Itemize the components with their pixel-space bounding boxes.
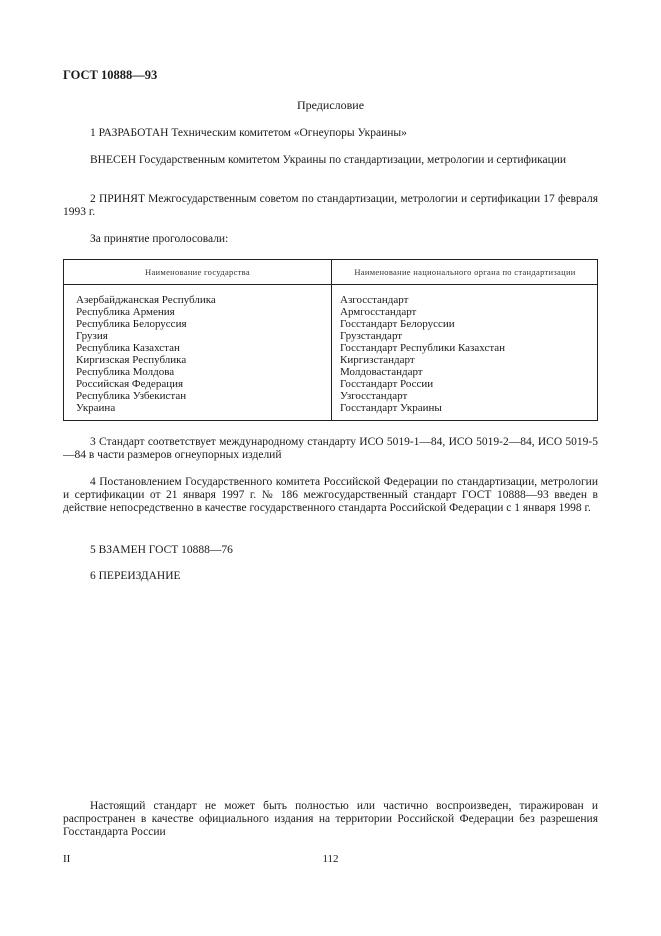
table-cell-state: Российская Федерация xyxy=(76,378,184,390)
table-header-divider xyxy=(64,284,597,285)
table-cell-state: Республика Узбекистан xyxy=(76,390,187,402)
table-cell-state: Украина xyxy=(76,402,116,414)
table-header-standards-body: Наименование национального органа по стандартизации xyxy=(354,267,576,277)
table-cell-state: Киргизская Республика xyxy=(76,354,187,366)
table-cell-standards-body: Госстандарт Украины xyxy=(340,402,442,414)
table-cell-standards-body: Грузстандарт xyxy=(340,330,403,342)
footer-roman-numeral: II xyxy=(63,853,71,865)
page-number: 112 xyxy=(322,853,339,865)
table-cell-state: Республика Казахстан xyxy=(76,342,180,354)
paragraph-copyright-notice: Настоящий стандарт не может быть полностью или частично воспроизведен, тиражирован и распространен в качестве официального издания на территории Российской Федерации без разрешения Госстандарта России xyxy=(63,800,598,838)
paragraph-introduced: ВНЕСЕН Государственным комитетом Украины по стандартизации, метрологии и сертификации xyxy=(90,154,567,166)
table-cell-standards-body: Госстандарт Республики Казахстан xyxy=(340,342,506,354)
table-column-standards-bodies xyxy=(340,294,505,414)
paragraph-iso-compliance: 3 Стандарт соответствует международному стандарту ИСО 5019-1—84, ИСО 5019-2—84, ИСО 5019-5—84 в части размеров огнеупорных изделий xyxy=(63,436,598,461)
voting-states-table xyxy=(63,259,598,421)
table-cell-state: Азербайджанская Республика xyxy=(76,294,216,306)
paragraph-voted: За принятие проголосовали: xyxy=(90,233,229,245)
table-cell-standards-body: Госстандарт России xyxy=(340,378,434,390)
paragraph-reissue: 6 ПЕРЕИЗДАНИЕ xyxy=(90,570,181,582)
document-code: ГОСТ 10888—93 xyxy=(63,68,158,82)
table-cell-standards-body: Киргизстандарт xyxy=(340,354,415,366)
paragraph-adopted: 2 ПРИНЯТ Межгосударственным советом по стандартизации, метрологии и сертификации 17 февраля 1993 г. xyxy=(63,193,598,218)
table-cell-standards-body: Узгосстандарт xyxy=(340,390,408,402)
table-cell-standards-body: Армгосстандарт xyxy=(340,306,417,318)
table-cell-state: Республика Молдова xyxy=(76,366,175,378)
table-cell-standards-body: Азгосстандарт xyxy=(340,294,409,306)
section-title: Предисловие xyxy=(296,98,365,112)
paragraph-resolution: 4 Постановлением Государственного комитета Российской Федерации по стандартизации, метрологии и сертификации от 21 января 1997 г. № 186 межгосударственный стандарт ГОСТ 10888—93 введен в действие непосредственно в качестве государственного стандарта Российской Федерации с 1 января 1998 г. xyxy=(63,476,598,514)
table-header-state: Наименование государства xyxy=(145,267,250,277)
table-cell-state: Грузия xyxy=(76,330,108,342)
table-cell-state: Республика Белоруссия xyxy=(76,318,187,330)
table-cell-standards-body: Госстандарт Белоруссии xyxy=(340,318,455,330)
table-cell-standards-body: Молдовастандарт xyxy=(340,366,423,378)
table-cell-state: Республика Армения xyxy=(76,306,175,318)
table-column-states xyxy=(76,294,216,414)
paragraph-replaces: 5 ВЗАМЕН ГОСТ 10888—76 xyxy=(90,544,233,556)
paragraph-developed: 1 РАЗРАБОТАН Техническим комитетом «Огнеупоры Украины» xyxy=(90,127,407,139)
